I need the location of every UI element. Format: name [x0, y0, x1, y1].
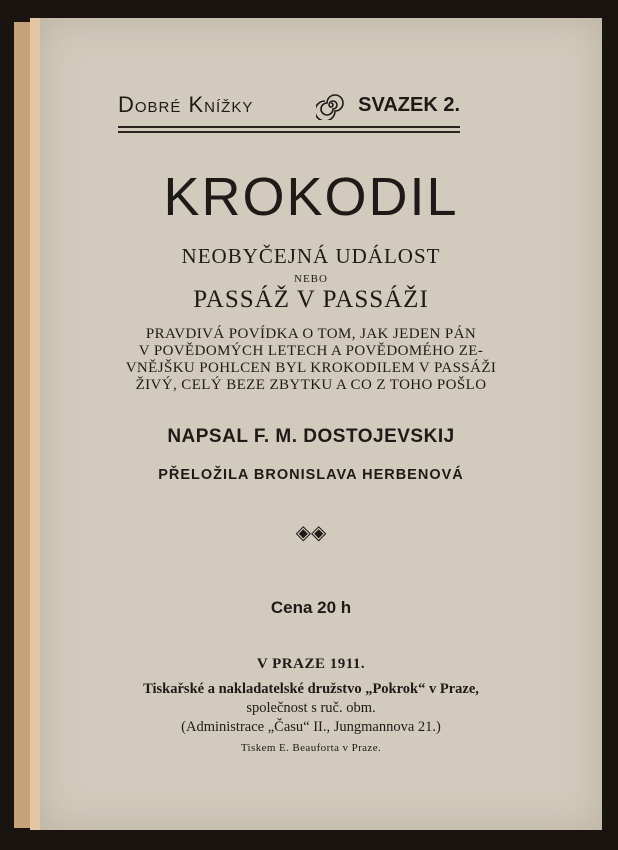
description-line: PRAVDIVÁ POVÍDKA O TOM, JAK JEDEN PÁN	[145, 326, 477, 342]
printer: Tiskem E. Beauforta v Praze.	[240, 742, 382, 754]
volume-label: SVAZEK 2.	[358, 94, 460, 116]
publisher-line: společnost s ruč. obm.	[246, 700, 376, 716]
series-name: Dobré Knížky	[118, 92, 254, 117]
description	[30, 326, 592, 394]
translator: PŘELOŽILA BRONISLAVA HERBENOVÁ	[158, 467, 464, 483]
description-line: ŽIVÝ, CELÝ BEZE ZBYTKU A CO Z TOHO POŠLO	[135, 377, 487, 393]
book-title: KROKODIL	[163, 167, 459, 227]
description-line: VNĚJŠKU POHLCEN BYL KROKODILEM V PASSÁŽI	[125, 360, 497, 376]
publisher-line: Tiskařské a nakladatelské družstvo „Pokrok“ v Praze,	[143, 681, 479, 697]
subtitle-1: NEOBYČEJNÁ UDÁLOST	[181, 244, 441, 268]
subtitle-2: PASSÁŽ V PASSÁŽI	[193, 286, 429, 313]
place-year: V PRAZE 1911.	[256, 656, 366, 672]
series-header	[118, 92, 460, 126]
subtitle-conjunction: NEBO	[294, 273, 328, 285]
publisher	[30, 680, 592, 737]
author: NAPSAL F. M. DOSTOJEVSKIJ	[167, 426, 455, 447]
header-rule-bottom	[118, 131, 460, 133]
publisher-line: (Administrace „Času“ II., Jungmannova 21.)	[181, 719, 441, 735]
price: Cena 20 h	[270, 598, 352, 617]
spiral-icon	[316, 90, 346, 128]
header-rule-top	[118, 126, 460, 128]
ornament-icon: ◈◈	[295, 522, 327, 544]
description-line: V POVĚDOMÝCH LETECH A POVĚDOMÉHO ZE-	[138, 343, 484, 359]
